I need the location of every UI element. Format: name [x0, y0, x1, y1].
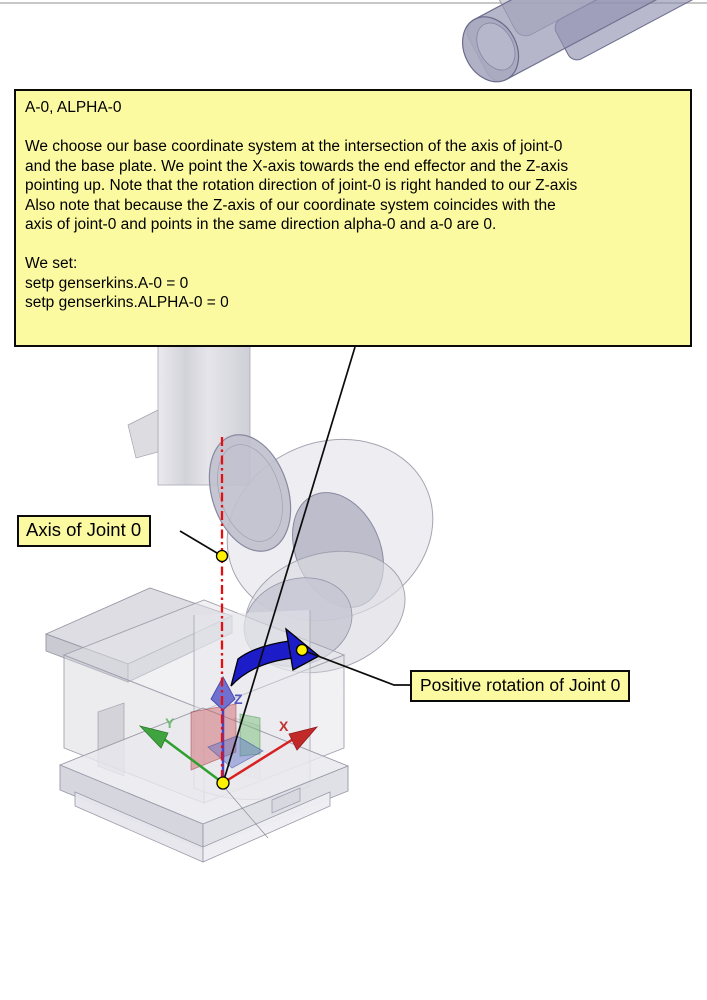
positive-rotation-callout: Positive rotation of Joint 0	[410, 670, 630, 702]
setp-command-2: setp genserkins.ALPHA-0 = 0	[25, 294, 229, 311]
info-box-paragraph: We choose our base coordinate system at the intersection of the axis of joint-0 and the base plate. We point the X-axis towards the end effector and the Z-axis pointing up. Note that the rotation direction of joint-0 is right handed to our Z-axis Also note that because the Z-axis of our coordinate system coincides with the axis of joint-0 and points in the same direction alpha-0 and a-0 are 0.	[25, 138, 578, 233]
info-box-settings	[25, 254, 681, 313]
we-set-label: We set:	[25, 255, 78, 272]
leader-axis-label	[180, 531, 222, 556]
y-axis-label: Y	[165, 715, 175, 731]
rotation-point-marker	[297, 645, 308, 656]
z-axis-label: Z	[234, 691, 243, 707]
origin-point-marker	[217, 777, 229, 789]
axis-of-joint0-callout: Axis of Joint 0	[17, 515, 151, 547]
info-box-title: A-0, ALPHA-0	[25, 99, 122, 116]
x-axis-label: X	[279, 718, 289, 734]
axis-point-marker	[217, 551, 228, 562]
info-box	[14, 89, 692, 347]
setp-command-1: setp genserkins.A-0 = 0	[25, 274, 189, 292]
